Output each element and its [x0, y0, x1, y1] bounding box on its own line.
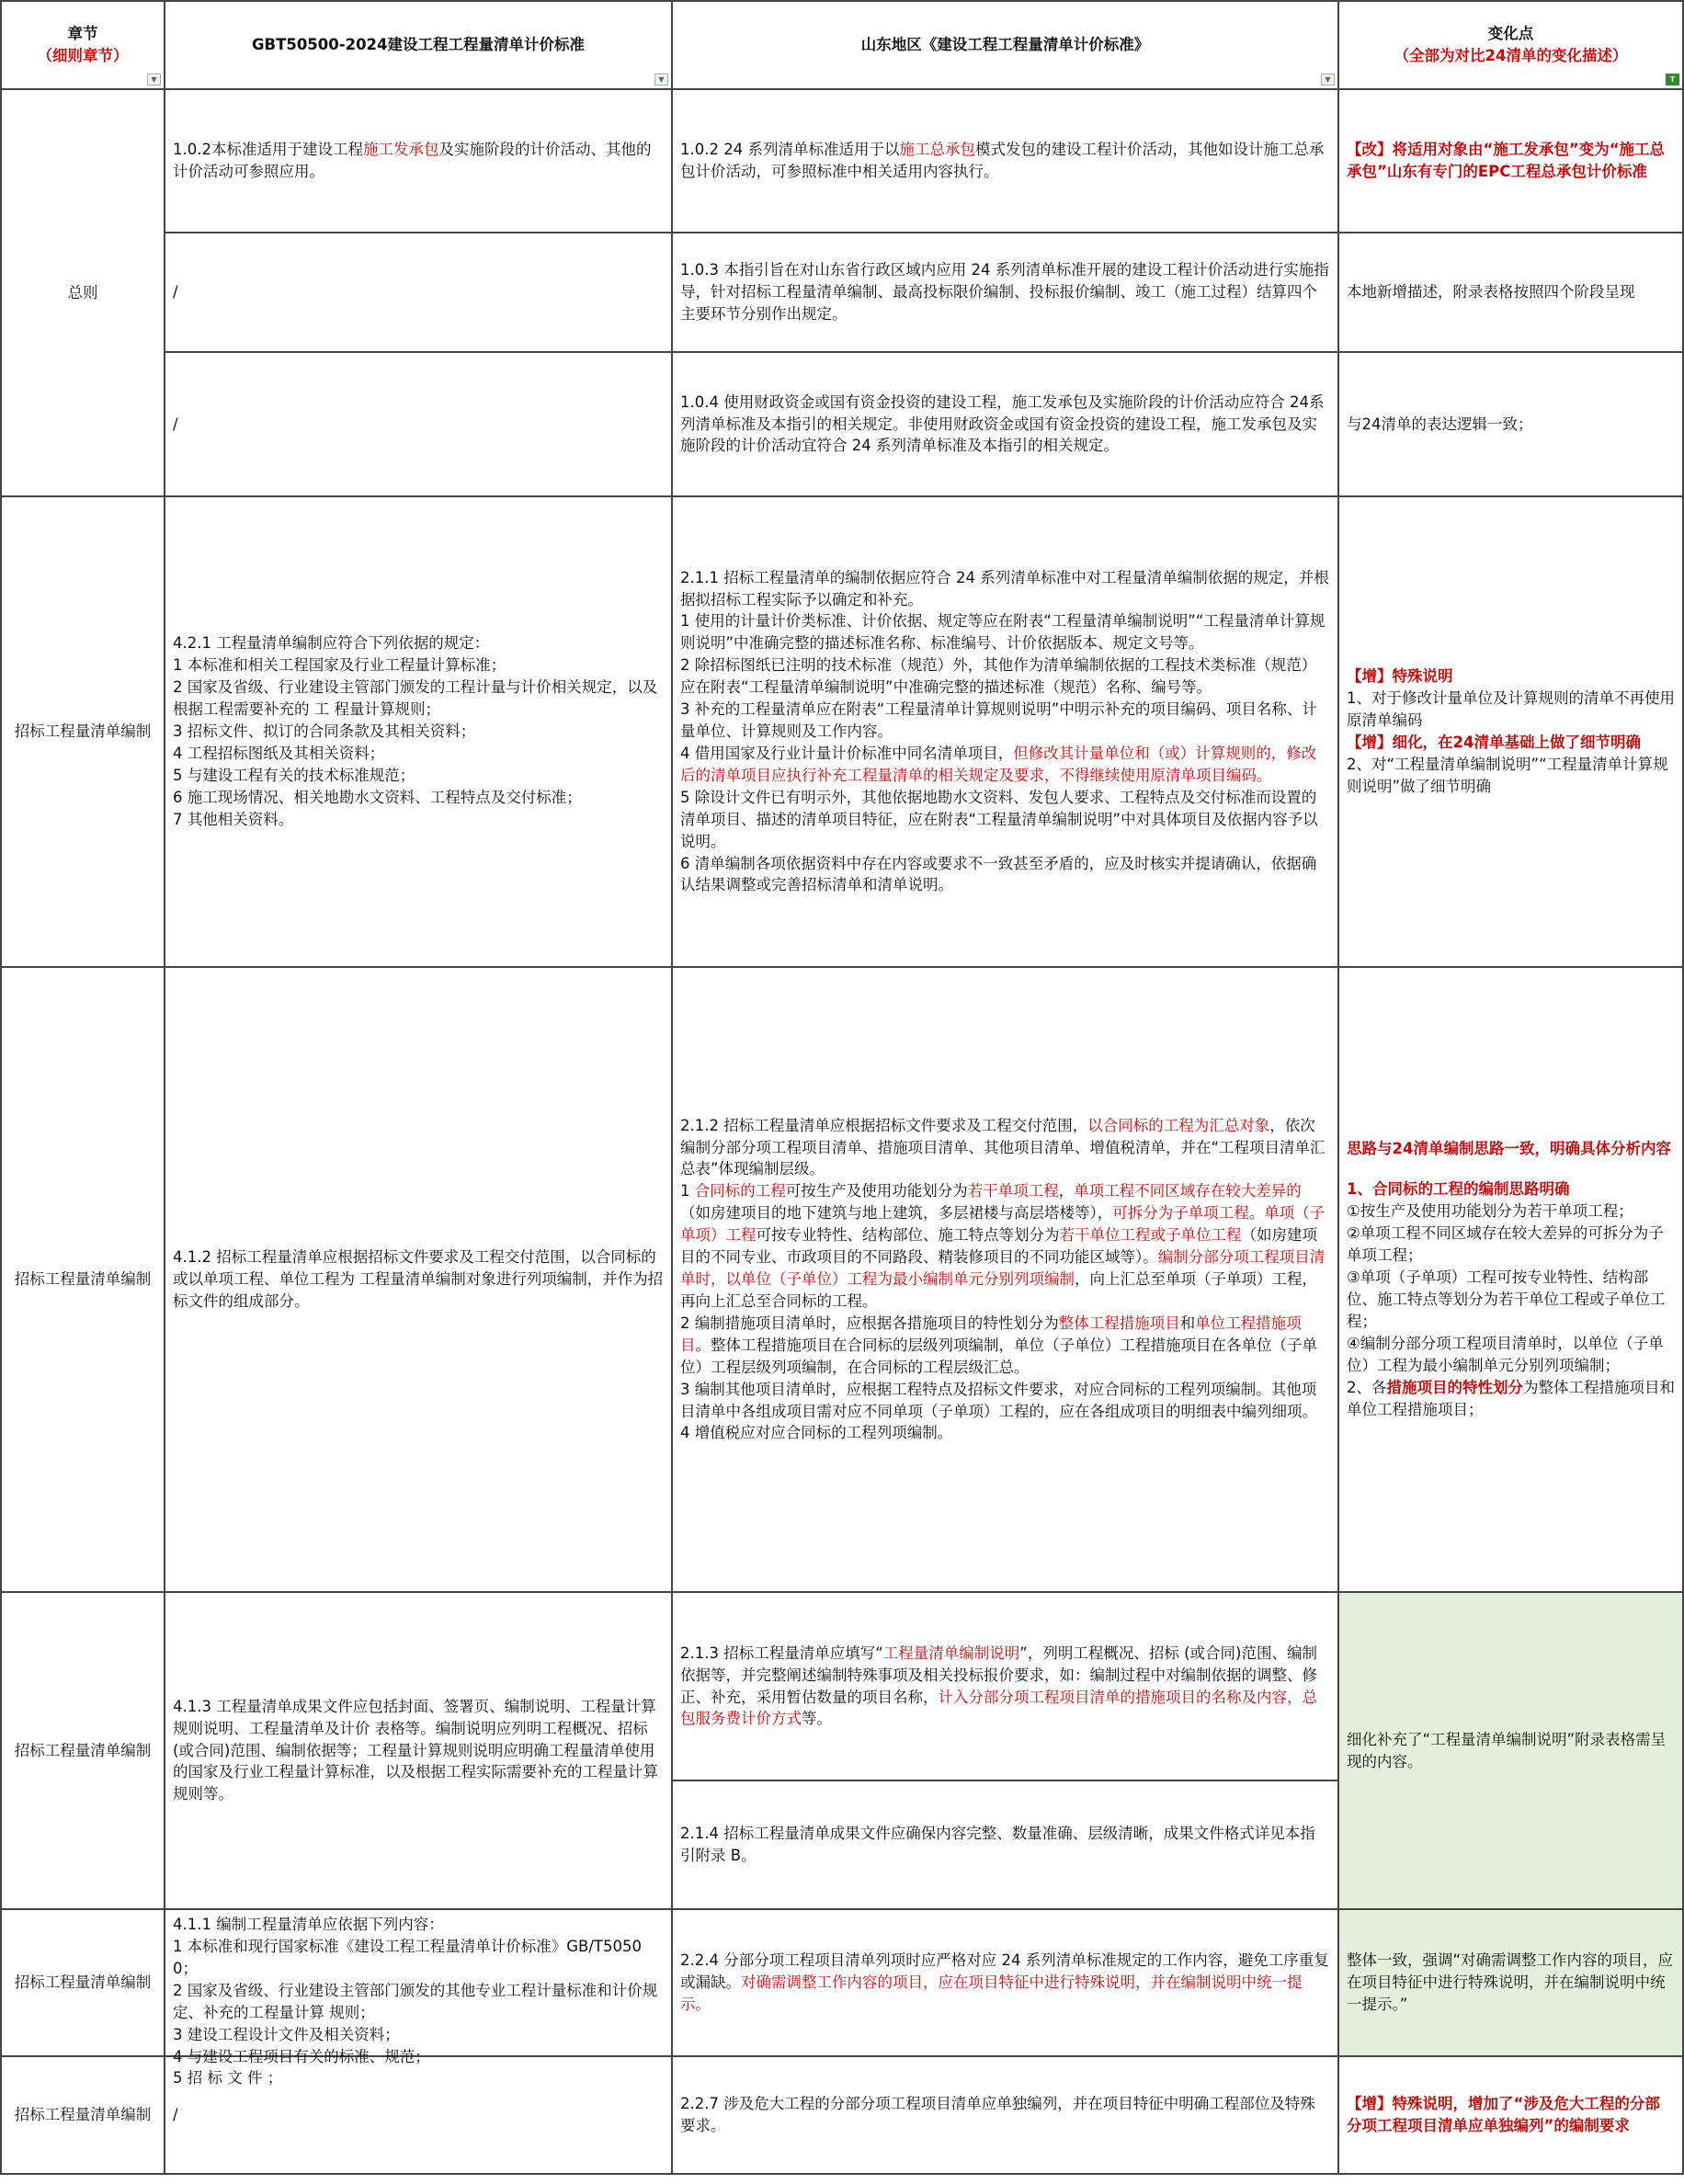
sd-cell — [672, 967, 1338, 1592]
gb-cell — [165, 1909, 672, 2087]
change-cell: 【改】将适用对象由“施工发承包”变为“施工总承包”山东有专门的EPC工程总承包计价标准 — [1338, 89, 1683, 233]
chapter-cell: 招标工程量清单编制 — [1, 2056, 165, 2174]
line: 4 工程招标图纸及其相关资料； — [173, 744, 385, 762]
paragraph: ③单项（子单项）工程可按专业特性、结构部位、施工特点等划分为若干单位工程或子单位工程； — [1347, 1268, 1666, 1330]
highlight-text: 施工发承包 — [362, 141, 439, 159]
line: 3 建设工程设计文件及相关资料； — [173, 2025, 400, 2043]
sd-cell — [672, 1909, 1338, 2056]
table-row — [1, 1909, 1683, 2056]
chapter-cell: 招标工程量清单编制 — [1, 967, 165, 1592]
text: 1.0.2 24 系列清单标准适用于以 — [680, 141, 900, 159]
chapter-cell: 总则 — [1, 89, 165, 496]
change-cell: 与24清单的表达逻辑一致； — [1338, 352, 1683, 496]
text: 4 借用国家及行业计量计价标准中同名清单项目， — [680, 744, 1014, 762]
chapter-cell: 招标工程量清单编制 — [1, 1909, 165, 2056]
text: 2、各 — [1347, 1378, 1387, 1396]
table-row — [1, 1592, 1683, 1780]
sd-cell — [672, 89, 1338, 233]
header-gb — [165, 1, 672, 89]
spacer — [1347, 1160, 1675, 1178]
paragraph — [1347, 1377, 1675, 1421]
gb-cell — [165, 89, 672, 233]
sd-cell — [672, 496, 1338, 967]
tag-add: 【增】细化，在24清单基础上做了细节明确 — [1347, 734, 1641, 751]
header-sd — [672, 1, 1338, 89]
paragraph: 1、对于修改计量单位及计算规则的清单不再使用原清单编码 — [1347, 689, 1675, 730]
text: ，依次编制分部分项工程项目清单、措施项目清单、其他项目清单、增值税清单，并在“工程项目清单汇总表”体现编制层级。 — [680, 1116, 1326, 1178]
text: 。 — [1248, 1204, 1265, 1223]
line: 6 施工现场情况、相关地勘水文资料、工程特点及交付标准； — [173, 788, 582, 806]
gb-cell — [165, 496, 672, 967]
text: 可按生产及使用功能划分为 — [785, 1182, 968, 1200]
text: 模式发包的建设工程计价活动，其他如设计施工总承包计价活动，可参照标准中相关适用内容执行。 — [680, 141, 1325, 180]
header-chapter-title: 章节 — [67, 25, 98, 43]
text: 等。 — [802, 1710, 832, 1728]
line: 5 招 标 文 件 ； — [173, 2069, 283, 2087]
header-sd-title: 山东地区《建设工程工程量清单计价标准》 — [860, 36, 1150, 54]
line: 2 国家及省级、行业建设主管部门颁发的其他专业工程计量标准和计价规定、补充的工程量计算 规则； — [173, 1981, 658, 2021]
highlight-text: 编制分部分项工程项目清单时，以单位（子单位）工程为最小编制单元分别列项编制 — [680, 1248, 1326, 1289]
header-chapter — [1, 1, 165, 89]
highlight-text: 整体工程措施项目 — [1058, 1314, 1180, 1332]
subheading: 1、合同标的工程的编制思路明确 — [1347, 1180, 1570, 1199]
paragraph: ④编制分部分项工程项目清单时，以单位（子单位）工程为最小编制单元分别列项编制； — [1347, 1334, 1664, 1374]
text: （如房建项目的地下建筑与地上建筑，多层裙楼与高层塔楼等）， — [680, 1204, 1113, 1223]
paragraph: 2 除招标图纸已注明的技术标准（规范）外，其他作为清单编制依据的工程技术类标准（规范）应在附表“工程量清单编制说明”中准确完整的描述标准（规范）名称、编号等。 — [680, 656, 1317, 697]
table-row — [1, 496, 1683, 967]
highlight-text: 计入分部分项工程项目清单的措施项目的名称及内容，总包服务费计价方式 — [680, 1688, 1317, 1728]
paragraph: 1 使用的计量计价类标准、计价依据、规定等应在附表“工程量清单编制说明”“工程量清单计算规则说明”中准确完整的描述标准名称、标准编号、计价依据版本、规定文号等。 — [680, 612, 1326, 653]
gb-cell: / — [165, 233, 672, 352]
line: 4 与建设工程项目有关的标准、规范； — [173, 2047, 430, 2065]
table-row — [1, 352, 1683, 496]
text: 2.2.4 分部分项工程项目清单列项时应严格对应 24 系列清单标准规定的工作内容，避免工序重复或漏缺。 — [680, 1951, 1329, 1992]
text: ”，列明工程概况、招标 (或合同)范围、编制依据等，并完整阐述编制特殊事项及相关投标报价要求，如：编制过程中对编制依据的调整、修正、补充，采用暂估数量的项目名称， — [680, 1644, 1317, 1706]
change-cell — [1338, 496, 1683, 967]
text: 为整体工程措施项目和单位工程措施项目； — [1347, 1378, 1675, 1418]
paragraph — [680, 1115, 1330, 1181]
table-row — [1, 89, 1683, 233]
change-cell: 【增】特殊说明，增加了“涉及危大工程的分部分项工程项目清单应单独编列”的编制要求 — [1338, 2056, 1683, 2174]
line: 3 招标文件、拟订的合同条款及其相关资料； — [173, 722, 476, 741]
text: 2.1.2 招标工程量清单应根据招标文件要求及工程交付范围， — [680, 1116, 1088, 1134]
header-chapter-subtitle: （细则章节） — [37, 47, 129, 64]
table-row — [1, 233, 1683, 352]
gb-cell: 4.1.2 招标工程量清单应根据招标文件要求及工程交付范围，以合同标的或以单项工程、单位工程为 工程量清单编制对象进行列项编制，并作为招标文件的组成部分。 — [165, 967, 672, 1592]
header-change — [1338, 1, 1683, 89]
paragraph: 4 增值税应对应合同标的工程列项编制。 — [680, 1424, 953, 1442]
text: 1 — [680, 1182, 695, 1200]
text: 可按专业特性、结构部位、施工特点等划分为 — [756, 1226, 1060, 1245]
summary: 思路与24清单编制思路一致，明确具体分析内容 — [1347, 1140, 1671, 1158]
paragraph — [680, 1313, 1330, 1379]
line: 7 其他相关资料。 — [173, 810, 294, 828]
highlight-text: 以合同标的工程为汇总对象 — [1087, 1116, 1270, 1134]
paragraph: 3 补充的工程量清单应在附表“工程量清单计算规则说明”中明示补充的项目编码、项目名称、计量单位、计算规则及工作内容。 — [680, 700, 1317, 741]
sd-cell — [672, 1592, 1338, 1780]
gb-cell: / — [165, 2056, 672, 2174]
text: 2.1.3 招标工程量清单应填写“ — [680, 1644, 883, 1662]
highlight-text: 单项工程不同区域存在较大差异的 — [1074, 1182, 1302, 1200]
change-cell: 细化补充了“工程量清单编制说明”附录表格需呈现的内容。 — [1338, 1592, 1683, 1909]
line: 5 与建设工程有关的技术标准规范； — [173, 766, 415, 784]
sd-cell: 1.0.3 本指引旨在对山东省行政区域内应用 24 系列清单标准开展的建设工程计价活动进行实施指导，针对招标工程量清单编制、最高投标限价编制、投标报价编制、竣工（施工过程）结算四个主要环节分别作出规定。 — [672, 233, 1338, 352]
clipped-content — [173, 1914, 664, 2087]
text: 及实施阶段的计价活动、其他的计价活动可参照应用。 — [173, 141, 652, 180]
line: 2 国家及省级、行业建设主管部门颁发的工程计量与计价相关规定，以及根据工程需要补充的 工 程量计算规则； — [173, 678, 658, 719]
filter-dropdown-icon[interactable]: ▼ — [654, 74, 668, 85]
header-row — [1, 1, 1683, 89]
header-gb-title: GBT50500-2024建设工程工程量清单计价标准 — [251, 36, 586, 54]
paragraph: 2.1.1 招标工程量清单的编制依据应符合 24 系列清单标准中对工程量清单编制依据的规定，并根据拟招标工程实际予以确定和补充。 — [680, 568, 1329, 609]
line: 4.1.1 编制工程量清单应依据下列内容： — [173, 1916, 444, 1933]
chapter-cell: 招标工程量清单编制 — [1, 496, 165, 967]
paragraph: 3 编制其他项目清单时，应根据工程特点及招标文件要求，对应合同标的工程列项编制。其他项目清单中各组成项目需对应不同单项（子单项）工程的，应在各组成项目的明细表中编列细项。 — [680, 1380, 1317, 1420]
sd-cell: 2.1.4 招标工程量清单成果文件应确保内容完整、数量准确、层级清晰，成果文件格式详见本指引附录 B。 — [672, 1780, 1338, 1909]
header-change-title: 变化点 — [1487, 25, 1534, 43]
highlight-text: 若干单位工程或子单位工程 — [1059, 1226, 1242, 1245]
gb-cell: 4.1.3 工程量清单成果文件应包括封面、签署页、编制说明、工程量计算规则说明、工程量清单及计价 表格等。编制说明应列明工程概况、招标(或合同)范围、编制依据等；工程量计算规则说明应明确工程量清单使用的国家及行业工程量计算标准，以及根据工程实际需要补充的工程量计算规则等。 — [165, 1592, 672, 1909]
text: ，向上汇总至单项（子单项）工程，再向上汇总至合同标的工程。 — [680, 1270, 1317, 1310]
highlight-text: 可拆分为子单项工程 — [1112, 1204, 1249, 1223]
text: ， — [1058, 1182, 1075, 1200]
highlight-text: 单项（子单项）工程 — [680, 1204, 1326, 1245]
highlight-text: 施工总承包 — [899, 141, 975, 159]
filter-active-icon[interactable]: T — [1666, 74, 1679, 85]
text: 。整体工程措施项目在合同标的层级列项编制，单位（子单位）工程措施项目在各单位（子单位）工程层级列项编制，在合同标的工程层级汇总。 — [680, 1336, 1317, 1376]
paragraph: ②单项工程不同区域存在较大差异的可拆分为子单项工程； — [1347, 1224, 1664, 1265]
change-cell — [1338, 967, 1683, 1592]
text: （如房建项目的不同专业、市政项目的不同路段、精装修项目的不同功能区域等）。 — [680, 1226, 1317, 1267]
paragraph: 6 清单编制各项依据资料中存在内容或要求不一致甚至矛盾的，应及时核实并提请确认，依据确认结果调整或完善招标清单和清单说明。 — [680, 854, 1317, 894]
paragraph — [680, 1180, 1330, 1313]
sd-cell: 1.0.4 使用财政资金或国有资金投资的建设工程，施工发承包及实施阶段的计价活动应符合 24系列清单标准及本指引的相关规定。非使用财政资金或国有资金投资的建设工程，施工发承包及实施阶段的计价活动宜符合 24 系列清单标准及本指引的相关规定。 — [672, 352, 1338, 496]
highlight-text: 但修改其计量单位和（或）计算规则的，修改后的清单项目应执行补充工程量清单的相关规定及要求，不得继续使用原清单项目编码。 — [680, 744, 1317, 784]
text: 1.0.2本标准适用于建设工程 — [173, 141, 363, 159]
paragraph: 2、对“工程量清单编制说明”“工程量清单计算规则说明”做了细节明确 — [1347, 755, 1668, 795]
paragraph: 5 除设计文件已有明示外，其他依据地勘水文资料、发包人要求、工程特点及交付标准而设置的清单项目、描述的清单项目特征，应在附表“工程量清单编制说明”中对具体项目及依据内容予以说明。 — [680, 788, 1318, 850]
highlight-text: 措施项目的特性划分 — [1386, 1378, 1523, 1396]
highlight-text: 单位工程措施项目 — [680, 1314, 1302, 1354]
chapter-cell: 招标工程量清单编制 — [1, 1592, 165, 1909]
paragraph: ①按生产及使用功能划分为若干单项工程； — [1347, 1202, 1633, 1221]
paragraph — [680, 743, 1330, 787]
highlight-text: 若干单项工程 — [967, 1182, 1059, 1200]
highlight-text: 对确需调整工作内容的项目，应在项目特征中进行特殊说明，并在编制说明中统一提示。 — [680, 1974, 1303, 2013]
line: 4.2.1 工程量清单编制应符合下列依据的规定： — [173, 634, 490, 653]
filter-dropdown-icon[interactable]: ▼ — [1321, 74, 1335, 85]
change-cell: 整体一致，强调“对确需调整工作内容的项目，应在项目特征中进行特殊说明，并在编制说明中统一提示。” — [1338, 1909, 1683, 2056]
tag-add: 【增】特殊说明 — [1347, 667, 1453, 686]
change-cell: 本地新增描述，附录表格按照四个阶段呈现 — [1338, 233, 1683, 352]
text: 2 编制措施项目清单时，应根据各措施项目的特性划分为 — [680, 1314, 1059, 1332]
highlight-text: 合同标的工程 — [694, 1182, 786, 1200]
table-row — [1, 967, 1683, 1592]
line: 1 本标准和现行国家标准《建设工程工程量清单计价标准》GB/T50500； — [173, 1937, 642, 1977]
text: 和 — [1179, 1314, 1196, 1332]
header-change-subtitle: （全部为对比24清单的变化描述） — [1394, 47, 1628, 64]
gb-cell: / — [165, 352, 672, 496]
sd-cell: 2.2.7 涉及危大工程的分部分项工程项目清单应单独编列，并在项目特征中明确工程部位及特殊要求。 — [672, 2056, 1338, 2174]
line: 1 本标准和相关工程国家及行业工程量计算标准； — [173, 656, 506, 675]
filter-dropdown-icon[interactable]: ▼ — [147, 74, 161, 85]
highlight-text: 工程量清单编制说明 — [882, 1644, 1020, 1662]
